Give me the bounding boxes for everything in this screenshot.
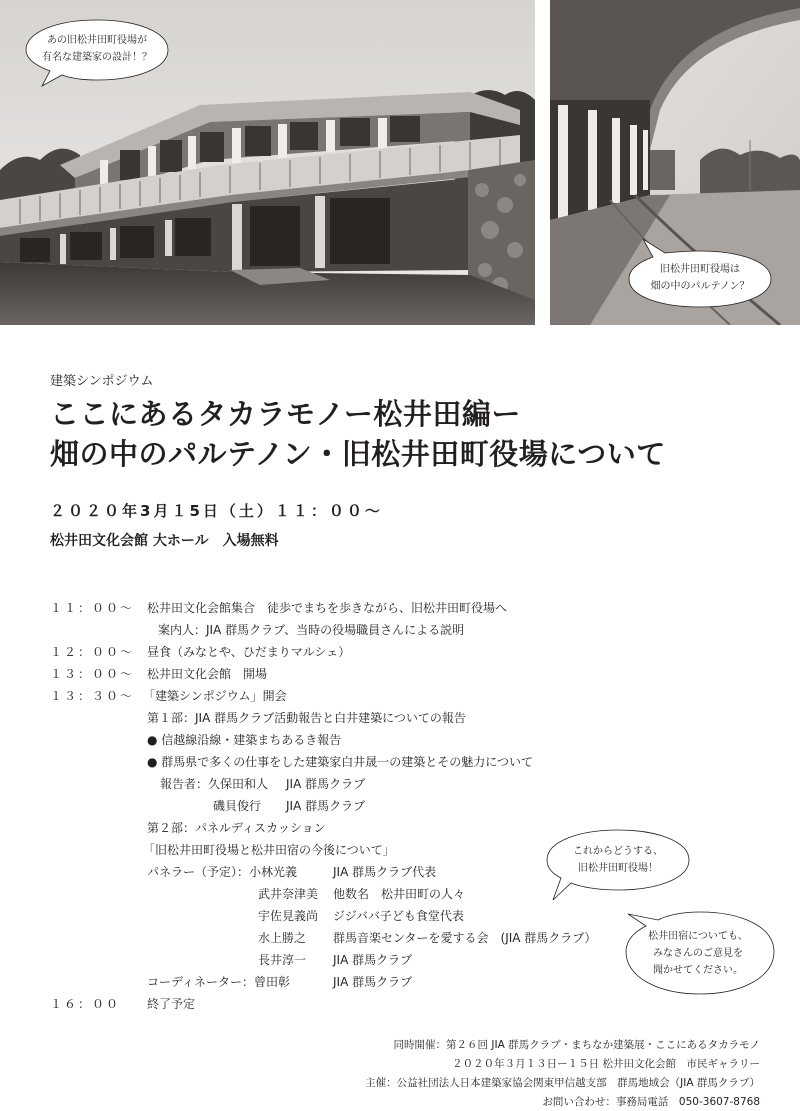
schedule-guide: 案内人：JIA 群馬クラブ、当時の役場職員さんによる説明 <box>158 623 465 637</box>
reporter-name: 磯貝俊行 <box>213 799 262 813</box>
panelist-name: 水上勝之 <box>258 931 307 945</box>
schedule-time: １１：００～ <box>50 601 135 615</box>
panelist-name: 宇佐見義尚 <box>258 909 319 923</box>
footer-organizer: 主催：公益社団法人日本建築家協会関東甲信越支部 群馬地域会（JIA 群馬クラブ） <box>365 1077 760 1089</box>
footer-concurrent-event: 同時開催：第２６回 JIA 群馬クラブ・まちなか建築展・ここにあるタカラモノ <box>393 1039 760 1051</box>
panelist-org: 他数名 松井田町の人々 <box>333 887 466 901</box>
schedule-item: 松井田文化会館集合 徒歩でまちを歩きながら、旧松井田町役場へ <box>147 601 508 615</box>
panelist-org: JIA 群馬クラブ代表 <box>333 865 437 879</box>
bubble-text-line: 畑の中のパルテノン？ <box>650 281 750 292</box>
panelist-label: パネラー（予定）：小林光義 <box>147 865 298 879</box>
speech-bubble-schedule-2 <box>618 908 778 1000</box>
footer-exhibition-dates: ２０２０年３月１３日ー１５日 松井田文化会館 市民ギャラリー <box>452 1058 760 1070</box>
program-bullet: ● 信越線沿線・建築まちあるき報告 <box>147 733 342 747</box>
schedule-time: １３：００～ <box>50 667 135 681</box>
schedule-item: 昼食（みなとや、ひだまりマルシェ） <box>147 645 351 659</box>
panelist-name: 長井淳一 <box>258 953 307 967</box>
reporter-org: JIA 群馬クラブ <box>286 799 366 813</box>
panelist-org: ジジババ子ども食堂代表 <box>333 909 464 923</box>
speech-bubble-right-photo <box>625 237 775 309</box>
bubble-text-line: 聞かせてください。 <box>653 965 743 976</box>
panelist-org: 群馬音楽センターを愛する会 (JIA 群馬クラブ） <box>333 931 597 945</box>
schedule-item: 終了予定 <box>147 997 196 1011</box>
schedule-time: １６：００ <box>50 997 121 1011</box>
panelist-org: JIA 群馬クラブ <box>333 953 413 967</box>
bubble-text-line: 旧松井田町役場！ <box>578 863 658 874</box>
event-title-line-2: 畑の中のパルテノン・旧松井田町役場について <box>50 437 666 471</box>
schedule-time: １２：００～ <box>50 645 135 659</box>
program-part-2: 第２部：パネルディスカッション <box>147 821 326 835</box>
bubble-text-line: 有名な建築家の設計！？ <box>42 52 152 63</box>
reporter-org: JIA 群馬クラブ <box>286 777 366 791</box>
speech-bubble-top-left <box>22 18 172 88</box>
schedule-time: １３：３０～ <box>50 689 135 703</box>
footer-contact: お問い合わせ：事務局電話 050-3607-8768 <box>542 1096 760 1108</box>
program-part-1: 第１部：JIA 群馬クラブ活動報告と白井建築についての報告 <box>147 711 466 725</box>
schedule-item: 「建築シンポジウム」開会 <box>143 689 287 703</box>
event-category: 建築シンポジウム <box>50 374 154 389</box>
coordinator-label: コーディネーター：曾田彰 <box>147 975 291 989</box>
panel-theme: 「旧松井田町役場と松井田宿の今後について」 <box>143 843 395 857</box>
bubble-text-line: 松井田宿についても、 <box>648 931 748 942</box>
bubble-text-line: 旧松井田町役場は <box>660 264 740 275</box>
panelist-name: 武井奈津美 <box>258 887 319 901</box>
speech-bubble-schedule-1 <box>543 828 693 902</box>
event-title-line-1: ここにあるタカラモノー松井田編ー <box>50 397 521 431</box>
bubble-text-line: あの旧松井田町役場が <box>47 35 147 46</box>
event-venue: 松井田文化会館 大ホール 入場無料 <box>50 533 279 549</box>
program-bullet: ● 群馬県で多くの仕事をした建築家白井晟一の建築とその魅力について <box>147 755 534 769</box>
event-date: ２０２０年3月１5日（土）１１：００～ <box>50 502 383 520</box>
reporter-label: 報告者：久保田和人 <box>160 777 269 791</box>
bubble-text-line: みなさんのご意見を <box>653 948 743 959</box>
bubble-text-line: これからどうする、 <box>573 846 663 857</box>
schedule-item: 松井田文化会館 開場 <box>147 667 268 681</box>
coordinator-org: JIA 群馬クラブ <box>333 975 413 989</box>
